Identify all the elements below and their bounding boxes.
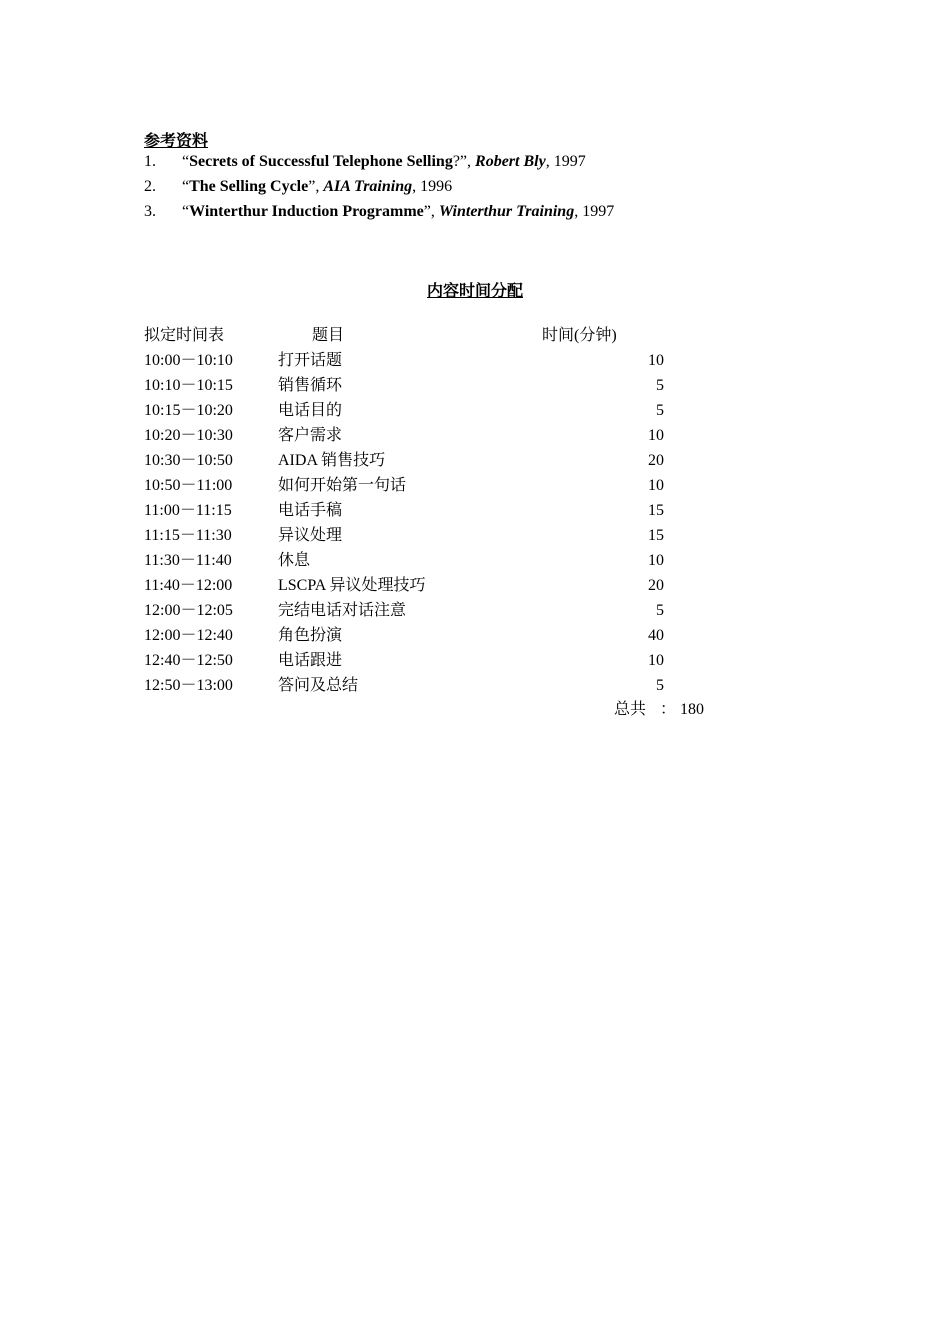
row-minutes: 10 bbox=[648, 552, 664, 569]
total-value: 180 bbox=[680, 701, 704, 718]
row-time: 12:40－12:50 bbox=[144, 652, 233, 669]
row-topic: 销售循环 bbox=[278, 377, 343, 394]
row-topic: LSCPA 异议处理技巧 bbox=[278, 577, 426, 594]
row-minutes: 20 bbox=[648, 452, 664, 469]
reference-number: 3. bbox=[144, 203, 156, 220]
reference-item bbox=[144, 152, 586, 172]
row-minutes: 5 bbox=[656, 377, 664, 394]
reference-title: Secrets of Successful Telephone Selling bbox=[189, 153, 453, 170]
row-topic: 如何开始第一句话 bbox=[278, 477, 407, 494]
row-time: 12:00－12:40 bbox=[144, 627, 233, 644]
reference-title: Winterthur Induction Programme bbox=[189, 203, 424, 220]
row-time: 11:15－11:30 bbox=[144, 527, 232, 544]
reference-author: Winterthur Training bbox=[438, 203, 575, 220]
row-minutes: 10 bbox=[648, 427, 664, 444]
row-topic: 打开话题 bbox=[278, 352, 343, 369]
reference-title: The Selling Cycle bbox=[189, 178, 309, 195]
row-minutes: 15 bbox=[648, 527, 664, 544]
row-minutes: 5 bbox=[656, 602, 664, 619]
row-topic: AIDA 销售技巧 bbox=[278, 452, 386, 469]
reference-year: , 1996 bbox=[412, 178, 453, 195]
row-time: 11:00－11:15 bbox=[144, 502, 232, 519]
row-topic: 电话跟进 bbox=[278, 652, 343, 669]
header-minutes: 时间(分钟) bbox=[542, 327, 617, 344]
row-minutes: 10 bbox=[648, 477, 664, 494]
row-minutes: 10 bbox=[648, 352, 664, 369]
row-minutes: 10 bbox=[648, 652, 664, 669]
row-minutes: 5 bbox=[656, 677, 664, 694]
row-topic: 电话手稿 bbox=[278, 502, 343, 519]
row-time: 12:00－12:05 bbox=[144, 602, 233, 619]
open-quote: “ bbox=[182, 203, 190, 220]
row-topic: 客户需求 bbox=[278, 427, 343, 444]
open-quote: “ bbox=[182, 178, 190, 195]
references-title: 参考资料 bbox=[144, 133, 209, 150]
open-quote: “ bbox=[182, 153, 190, 170]
row-time: 11:30－11:40 bbox=[144, 552, 232, 569]
reference-item bbox=[144, 202, 614, 222]
allocation-title: 内容时间分配 bbox=[426, 283, 523, 300]
reference-punct: ?”, bbox=[452, 153, 476, 170]
row-time: 11:40－12:00 bbox=[144, 577, 233, 594]
header-topic: 题目 bbox=[312, 327, 345, 344]
reference-author: AIA Training bbox=[323, 178, 413, 195]
total-separator: ： bbox=[660, 701, 677, 718]
row-time: 10:15－10:20 bbox=[144, 402, 233, 419]
row-minutes: 40 bbox=[648, 627, 664, 644]
row-topic: 异议处理 bbox=[278, 527, 343, 544]
row-topic: 电话目的 bbox=[278, 402, 343, 419]
row-topic: 角色扮演 bbox=[278, 627, 343, 644]
reference-punct: ”, bbox=[308, 178, 324, 195]
header-time: 拟定时间表 bbox=[144, 327, 225, 344]
row-minutes: 5 bbox=[656, 402, 664, 419]
row-time: 10:00－10:10 bbox=[144, 352, 233, 369]
row-time: 10:50－11:00 bbox=[144, 477, 233, 494]
row-topic: 休息 bbox=[278, 552, 311, 569]
row-minutes: 15 bbox=[648, 502, 664, 519]
reference-author: Robert Bly bbox=[475, 153, 546, 170]
row-topic: 答问及总结 bbox=[278, 677, 359, 694]
row-time: 10:10－10:15 bbox=[144, 377, 233, 394]
reference-number: 2. bbox=[144, 178, 156, 195]
reference-item bbox=[144, 177, 452, 197]
total-label: 总共 bbox=[614, 701, 647, 718]
reference-year: , 1997 bbox=[574, 203, 615, 220]
row-minutes: 20 bbox=[648, 577, 664, 594]
row-time: 12:50－13:00 bbox=[144, 677, 233, 694]
row-time: 10:20－10:30 bbox=[144, 427, 233, 444]
reference-punct: ”, bbox=[423, 203, 439, 220]
row-time: 10:30－10:50 bbox=[144, 452, 233, 469]
reference-number: 1. bbox=[144, 153, 156, 170]
reference-year: , 1997 bbox=[545, 153, 586, 170]
row-topic: 完结电话对话注意 bbox=[278, 602, 407, 619]
